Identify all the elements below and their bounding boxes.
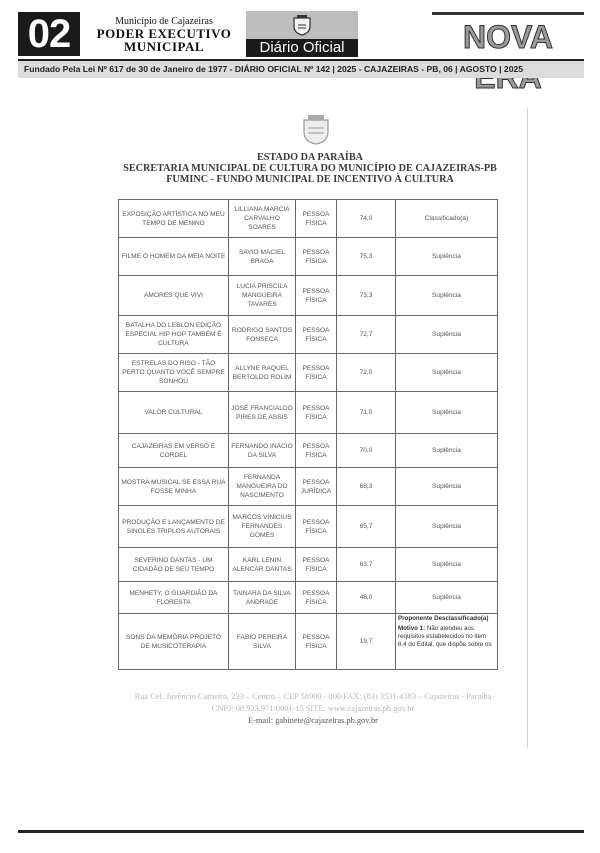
table-row-disqualified xyxy=(119,614,498,670)
type-cell: PESSOA FÍSICA xyxy=(296,434,337,468)
type-cell: PESSOA FÍSICA xyxy=(296,506,337,548)
type-cell: PESSOA FÍSICA xyxy=(296,316,337,354)
result-cell: Suplência xyxy=(396,354,498,392)
proponent-cell: FERNANDO INÁCIO DA SILVA xyxy=(229,434,296,468)
poder-executivo-line2: MUNICIPAL xyxy=(123,39,205,54)
table-row xyxy=(119,316,498,354)
result-cell: Suplência xyxy=(396,434,498,468)
note-reason-label: Motivo 1: xyxy=(398,625,426,632)
results-table xyxy=(118,199,498,670)
publication-info-text: Fundado Pela Lei Nº 617 de 30 de Janeiro de 1977 - DIÁRIO OFICIAL Nº 142 | 2025 - CAJAZEIRAS - PB, 06 | AGOSTO | 2025 xyxy=(24,64,524,74)
coat-of-arms-icon xyxy=(291,14,313,36)
project-cell: VALOR CULTURAL xyxy=(119,392,229,434)
table-row xyxy=(119,238,498,276)
proponent-cell: JOSÉ FRANCIALDO PIRES DE ASSIS xyxy=(229,392,296,434)
score-cell: 75,3 xyxy=(337,238,396,276)
type-cell: PESSOA FÍSICA xyxy=(296,548,337,582)
project-cell: BATALHA DO LEBLON EDIÇÃO ESPECIAL HIP HOP TAMBÉM É CULTURA xyxy=(119,316,229,354)
result-cell: Suplência xyxy=(396,468,498,506)
proponent-cell: KARL LENIN ALENCAR DANTAS xyxy=(229,548,296,582)
table-row xyxy=(119,506,498,548)
result-cell: Suplência xyxy=(396,582,498,614)
proponent-cell: FABIO PEREIRA SILVA xyxy=(229,614,296,670)
score-cell: 63,7 xyxy=(337,548,396,582)
result-cell: Suplência xyxy=(396,316,498,354)
proponent-cell: TAINARA DA SILVA ANDRADE xyxy=(229,582,296,614)
project-cell: EXPOSIÇÃO ARTÍSTICA NO MEU TEMPO DE MENINO xyxy=(119,200,229,238)
score-cell: 70,0 xyxy=(337,434,396,468)
score-cell: 73,3 xyxy=(337,276,396,316)
scan-margin-line xyxy=(527,108,528,748)
score-cell: 19,7 xyxy=(337,614,396,670)
note-title: Proponente Desclassificado(a) xyxy=(398,615,489,622)
project-cell: CAJAZEIRAS EM VERSO E CORDEL xyxy=(119,434,229,468)
document-footer xyxy=(128,691,498,727)
project-cell: MENHETY, O GUARDIÃO DA FLORESTA xyxy=(119,582,229,614)
nova-era-logo xyxy=(432,12,584,56)
title-secretaria: SECRETARIA MUNICIPAL DE CULTURA DO MUNICÍPIO DE CAJAZEIRAS-PB xyxy=(123,163,497,174)
diario-oficial-label: Diário Oficial xyxy=(246,39,358,57)
project-cell: ESTRELAS DO RISO - TÃO PERTO QUANTO VOCÊ SEMPRE SONHOU xyxy=(119,354,229,392)
municipio-label: Município de Cajazeiras xyxy=(115,16,213,27)
project-cell: MOSTRA MUSICAL SE ESSA RUA FOSSE MINHA xyxy=(119,468,229,506)
poder-executivo-line1: PODER EXECUTIVO xyxy=(96,26,232,41)
footer-cnpj-site: CNPJ: 08.923.971/0001-15 SITE: www.cajazeiras.pb.gov.br xyxy=(211,704,415,713)
type-cell: PESSOA JURÍDICA xyxy=(296,468,337,506)
project-cell: SONS DA MEMÓRIA PROJETO DE MUSICOTERAPIA xyxy=(119,614,229,670)
result-cell: Suplência xyxy=(396,238,498,276)
table-row xyxy=(119,434,498,468)
result-cell: Suplência xyxy=(396,392,498,434)
type-cell: PESSOA FÍSICA xyxy=(296,354,337,392)
score-cell: 65,7 xyxy=(337,506,396,548)
disqualification-note xyxy=(396,614,498,670)
type-cell: PESSOA FÍSICA xyxy=(296,238,337,276)
table-row xyxy=(119,582,498,614)
title-state: ESTADO DA PARAÍBA xyxy=(256,152,364,163)
proponent-cell: ALLYNE RAQUEL BERTOLDO ROLIM xyxy=(229,354,296,392)
score-cell: 48,0 xyxy=(337,582,396,614)
proponent-cell: SAVIO MACIEL BRAGA xyxy=(229,238,296,276)
score-cell: 74,0 xyxy=(337,200,396,238)
score-cell: 68,3 xyxy=(337,468,396,506)
proponent-cell: LUCIA PRISCILA MANGUEIRA TAVARES xyxy=(229,276,296,316)
table-row xyxy=(119,392,498,434)
logo-rule xyxy=(432,12,584,15)
type-cell: PESSOA FÍSICA xyxy=(296,614,337,670)
title-fundo: FUMINC - FUNDO MUNICIPAL DE INCENTIVO À CULTURA xyxy=(166,174,454,185)
publication-info-bar xyxy=(18,61,584,78)
note-reason-text: Não atendeu aos requisitos estabelecidos no item 8.4 do Edital, que dispõe sobre os xyxy=(398,625,492,648)
proponent-cell: LILLIANA MARCIA CARVALHO SOARES xyxy=(229,200,296,238)
score-cell: 71,0 xyxy=(337,392,396,434)
proponent-cell: MARCOS VINICIUS FERNANDES GOMES xyxy=(229,506,296,548)
result-cell: Suplência xyxy=(396,506,498,548)
state-crest-icon xyxy=(298,112,334,146)
result-cell: Suplência xyxy=(396,276,498,316)
project-cell: AMORES QUE VIVI xyxy=(119,276,229,316)
footer-email: E-mail: gabinete@cajazeiras.pb.gov.br xyxy=(248,716,378,725)
footer-address: Rua Cel. Juvêncio Carneiro, 233 – Centro – CEP 58900 - 000 FAX: (83) 3531-4383 – Cajazeiras - Paraíba xyxy=(134,692,492,701)
score-cell: 72,7 xyxy=(337,316,396,354)
project-cell: PRODUÇÃO E LANÇAMENTO DE SINGLES TRIPLOS AUTORAIS xyxy=(119,506,229,548)
municipality-heading xyxy=(88,16,240,53)
score-cell: 72,0 xyxy=(337,354,396,392)
results-table-body xyxy=(119,200,498,670)
result-cell: Suplência xyxy=(396,548,498,582)
project-cell: SEVERINO DANTAS - UM CIDADÃO DE SEU TEMPO xyxy=(119,548,229,582)
table-row xyxy=(119,200,498,238)
nova-era-wordmark: NOVA xyxy=(462,19,554,55)
type-cell: PESSOA FÍSICA xyxy=(296,392,337,434)
diario-oficial-badge xyxy=(246,11,358,57)
type-cell: PESSOA FÍSICA xyxy=(296,200,337,238)
project-cell: FILME O HOMEM DA MEIA NOITE xyxy=(119,238,229,276)
type-cell: PESSOA FÍSICA xyxy=(296,276,337,316)
table-row xyxy=(119,548,498,582)
page-number: 02 xyxy=(18,12,80,56)
result-cell: Classificado(a) xyxy=(396,200,498,238)
proponent-cell: RODRIGO SANTOS FONSECA xyxy=(229,316,296,354)
page-bottom-rule xyxy=(18,830,584,833)
proponent-cell: FERNANDA MANGUEIRA DO NASCIMENTO xyxy=(229,468,296,506)
table-row xyxy=(119,354,498,392)
table-row xyxy=(119,468,498,506)
document-title xyxy=(120,152,500,185)
table-row xyxy=(119,276,498,316)
type-cell: PESSOA FÍSICA xyxy=(296,582,337,614)
